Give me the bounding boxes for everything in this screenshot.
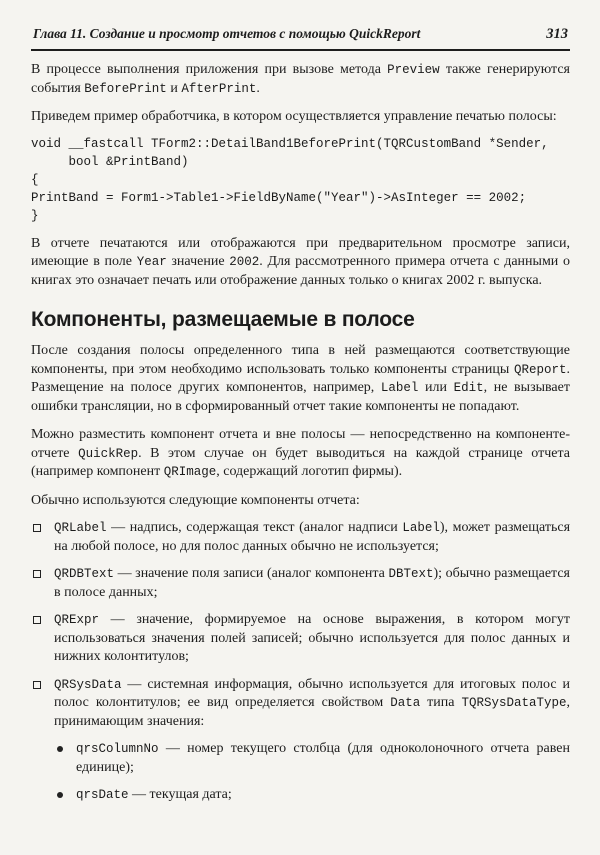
code-line: } (31, 208, 39, 223)
inline-code: Label (402, 521, 440, 535)
text-run: и (166, 80, 182, 96)
paragraph-outside-band (31, 426, 570, 482)
code-line: { (31, 172, 39, 187)
inline-code: TQRSysDataType (461, 696, 567, 710)
inline-code: qrsDate (76, 788, 129, 802)
inline-code: QRSysData (54, 677, 122, 692)
text-run: ), может размещаться на любой полосе, но для полос данных обычно не используется; (54, 520, 571, 554)
inline-code: BeforePrint (84, 81, 167, 96)
text-run: . (256, 80, 260, 96)
square-bullet-icon (33, 616, 41, 624)
list-item-text (54, 676, 570, 732)
inline-code: QuickRep (78, 446, 139, 461)
text-run: , содержащий логотип фирмы). (216, 464, 403, 479)
list-item-qrexpr (31, 611, 570, 667)
paragraph-report-filter (31, 235, 570, 291)
list-item-content (54, 519, 570, 556)
text-run: . В этом случае он будет выводиться на каждой странице отчета (например компонент (31, 445, 570, 479)
square-bullet-icon (33, 681, 41, 689)
inline-code: 2002 (229, 255, 260, 269)
inline-code: AfterPrint (181, 81, 257, 96)
code-line: bool &PrintBand) (31, 154, 189, 169)
components-bullet-list (31, 519, 570, 805)
inline-code: QReport (513, 362, 567, 377)
text-run: типа (420, 695, 462, 710)
sysdata-values-sublist (54, 740, 570, 805)
text-run: В отчете печатаются или отображаются при предварительном просмотре записи, имеющие в поле (31, 235, 570, 269)
text-run: Приведем пример обработчика, в котором осуществляется управление печатью полосы: (31, 109, 557, 124)
square-bullet-icon (33, 524, 41, 532)
text-run: — значение, формируемое на основе выражения, в котором могут использоваться значения полей записей; обычно используется для полос данных и нижних колонтитулов; (54, 612, 570, 664)
text-run: — значение поля записи (аналог компонента (114, 566, 389, 581)
paragraph-handler-intro (31, 108, 570, 127)
sublist-item-qrsdate (55, 786, 570, 805)
text-run: Обычно используются следующие компоненты отчета: (31, 492, 360, 508)
list-item-text (54, 611, 570, 667)
inline-code: Year (136, 255, 167, 269)
paragraph-preview-events (31, 61, 570, 98)
list-item-qrsysdata (31, 676, 570, 805)
list-item-text (76, 740, 570, 777)
text-run: . Размещение на полосе других компонентов, например, (31, 361, 570, 395)
text-run: — системная информация, обычно используется для итоговых полос и полос колонтитулов; ее вид определяется свойством (54, 676, 570, 710)
paragraph-band-components (31, 342, 570, 416)
text-run: — надпись, содержащая текст (аналог надписи (106, 520, 403, 535)
paragraph-components-list-intro (31, 492, 570, 511)
dot-bullet-icon (57, 792, 63, 798)
list-item-content (54, 611, 570, 667)
text-run: В процессе выполнения приложения при вызове метода (31, 62, 388, 77)
text-run: или (418, 380, 454, 395)
list-item-text (54, 565, 570, 602)
text-run: . Для рассмотренного примера отчета с данными о книгах это означает печать или отображение данных только о книгах 2002 г. выпуска. (31, 254, 570, 288)
inline-code: QRDBText (54, 567, 115, 581)
inline-code: QRExpr (54, 613, 100, 627)
list-item-text (76, 786, 232, 805)
running-header (31, 26, 570, 51)
inline-code: QRImage (163, 465, 217, 479)
text-run: — номер текущего столбца (для одноколоночного отчета равен единице); (76, 741, 570, 775)
inline-code: DBText (388, 567, 434, 581)
page-number: 313 (546, 26, 568, 42)
list-item-qrlabel (31, 519, 570, 556)
dot-bullet-icon (57, 746, 63, 752)
code-block (31, 135, 570, 225)
inline-code: Label (380, 381, 419, 395)
list-item-qrdbtext (31, 565, 570, 602)
list-item-content (54, 565, 570, 602)
text-run: После создания полосы определенного типа в ней размещаются соответствующие компоненты, при этом необходимо использовать только компоненты страницы (31, 343, 570, 377)
sublist-item-qrscolumnno (55, 740, 570, 777)
inline-code: Data (390, 696, 421, 710)
text-run: значение (166, 254, 230, 269)
text-run: , принимающим значения: (54, 695, 570, 729)
inline-code: QRLabel (54, 521, 107, 535)
text-run: ); обычно размещается в полосе данных; (54, 566, 570, 600)
code-line: void __fastcall TForm2::DetailBand1BeforePrint(TQRCustomBand *Sender, (31, 136, 549, 151)
section-heading: Компоненты, размещаемые в полосе (31, 308, 415, 331)
running-title: Глава 11. Создание и просмотр отчетов с помощью QuickReport (33, 26, 421, 41)
text-run: Можно разместить компонент отчета и вне полосы — непосредственно на компоненте-отчете (31, 427, 570, 461)
text-run: также генерируются события (31, 62, 570, 96)
code-line: PrintBand = Form1->Table1->FieldByName("Year")->AsInteger == 2002; (31, 190, 527, 205)
text-run: , не вызывает ошибки трансляции, но в сформированный отчет такие компоненты не попадают. (31, 380, 570, 414)
inline-code: qrsColumnNo (76, 742, 159, 756)
inline-code: Preview (387, 63, 440, 77)
list-item-content (54, 676, 570, 805)
list-item-text (54, 519, 570, 556)
inline-code: Edit (453, 381, 484, 395)
text-run: — текущая дата; (128, 787, 232, 802)
square-bullet-icon (33, 570, 41, 578)
